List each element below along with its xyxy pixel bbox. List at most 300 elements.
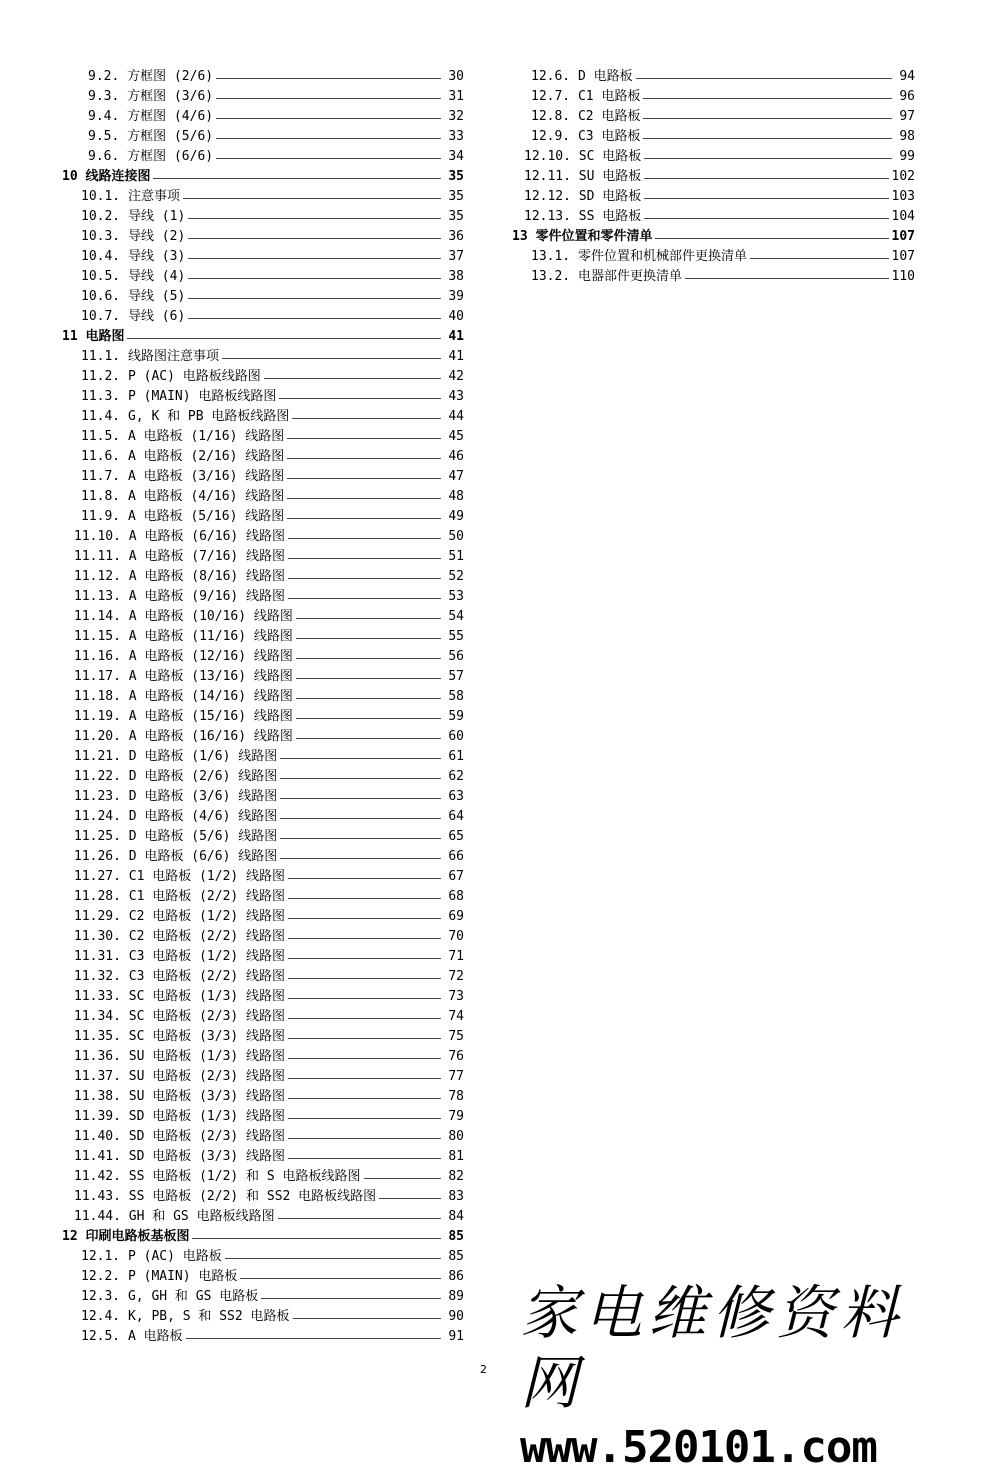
toc-entry-label: 11.32. C3 电路板 (2/2) 线路图 — [74, 969, 286, 984]
toc-entry-label: 11.38. SU 电路板 (3/3) 线路图 — [74, 1089, 286, 1104]
toc-entry-label: 11.23. D 电路板 (3/6) 线路图 — [74, 789, 278, 804]
toc-entry-page: 38 — [448, 269, 464, 284]
toc-entry[interactable] — [62, 147, 464, 167]
toc-entry-page: 98 — [899, 129, 915, 144]
toc-entry-page: 80 — [448, 1129, 464, 1144]
toc-entry[interactable] — [62, 647, 464, 667]
toc-entry[interactable] — [62, 307, 464, 327]
toc-entry-page: 59 — [448, 709, 464, 724]
toc-leader-line — [644, 218, 888, 219]
toc-entry-label: 12.11. SU 电路板 — [524, 169, 642, 184]
toc-entry-page: 90 — [448, 1309, 464, 1324]
toc-entry-label: 11.1. 线路图注意事项 — [81, 349, 219, 364]
toc-leader-line — [188, 278, 441, 279]
toc-leader-line — [288, 1078, 441, 1079]
toc-entry-label: 11.33. SC 电路板 (1/3) 线路图 — [74, 989, 286, 1004]
toc-entry[interactable] — [62, 567, 464, 587]
toc-leader-line — [296, 638, 441, 639]
toc-entry-page: 75 — [448, 1029, 464, 1044]
toc-leader-line — [188, 238, 441, 239]
toc-entry[interactable] — [62, 747, 464, 767]
toc-leader-line — [644, 178, 888, 179]
toc-entry-label: 11.2. P (AC) 电路板线路图 — [81, 369, 261, 384]
toc-entry-page: 61 — [448, 749, 464, 764]
toc-entry-label: 11.39. SD 电路板 (1/3) 线路图 — [74, 1109, 286, 1124]
toc-entry-page: 34 — [448, 149, 464, 164]
toc-entry-page: 91 — [448, 1329, 464, 1344]
toc-entry-label: 10.7. 导线 (6) — [81, 309, 186, 324]
toc-entry-label: 11.16. A 电路板 (12/16) 线路图 — [74, 649, 293, 664]
toc-entry-label: 9.5. 方框图 (5/6) — [88, 129, 214, 144]
toc-entry[interactable] — [62, 787, 464, 807]
toc-entry-page: 66 — [448, 849, 464, 864]
toc-entry-page: 44 — [448, 409, 464, 424]
toc-leader-line — [188, 218, 441, 219]
toc-leader-line — [292, 418, 441, 419]
toc-entry[interactable] — [62, 807, 464, 827]
toc-entry[interactable] — [62, 627, 464, 647]
toc-entry[interactable] — [62, 467, 464, 487]
toc-entry[interactable] — [512, 247, 915, 267]
toc-leader-line — [288, 978, 441, 979]
toc-entry-label: 11.25. D 电路板 (5/6) 线路图 — [74, 829, 278, 844]
toc-entry-label: 13 零件位置和零件清单 — [512, 229, 653, 244]
toc-entry-label: 10.2. 导线 (1) — [81, 209, 186, 224]
toc-entry-label: 11.31. C3 电路板 (1/2) 线路图 — [74, 949, 286, 964]
toc-leader-line — [287, 498, 441, 499]
toc-entry-page: 48 — [448, 489, 464, 504]
toc-leader-line — [188, 318, 441, 319]
toc-entry[interactable] — [62, 447, 464, 467]
toc-entry-page: 102 — [891, 169, 915, 184]
toc-entry-page: 70 — [448, 929, 464, 944]
toc-entry-label: 11.30. C2 电路板 (2/2) 线路图 — [74, 929, 286, 944]
toc-leader-line — [644, 198, 888, 199]
toc-leader-line — [188, 258, 441, 259]
toc-entry[interactable] — [62, 767, 464, 787]
toc-entry[interactable] — [62, 1067, 464, 1087]
toc-entry-page: 53 — [448, 589, 464, 604]
toc-entry[interactable] — [62, 947, 464, 967]
toc-entry[interactable] — [62, 827, 464, 847]
toc-leader-line — [655, 238, 888, 239]
toc-entry-label: 10.3. 导线 (2) — [81, 229, 186, 244]
toc-entry-page: 68 — [448, 889, 464, 904]
toc-left-column — [62, 67, 464, 1347]
toc-entry[interactable] — [62, 967, 464, 987]
toc-entry[interactable] — [62, 907, 464, 927]
toc-entry-page: 50 — [448, 529, 464, 544]
toc-leader-line — [288, 998, 441, 999]
toc-entry[interactable] — [62, 1187, 464, 1207]
toc-entry-label: 11.24. D 电路板 (4/6) 线路图 — [74, 809, 278, 824]
toc-entry-label: 11.15. A 电路板 (11/16) 线路图 — [74, 629, 293, 644]
toc-entry-label: 11.11. A 电路板 (7/16) 线路图 — [74, 549, 286, 564]
toc-entry[interactable] — [62, 207, 464, 227]
toc-entry-label: 11.44. GH 和 GS 电路板线路图 — [74, 1209, 275, 1224]
toc-entry-page: 33 — [448, 129, 464, 144]
toc-entry-label: 11 电路图 — [62, 329, 125, 344]
toc-entry-label: 12.10. SC 电路板 — [524, 149, 642, 164]
toc-leader-line — [636, 78, 892, 79]
toc-leader-line — [288, 1018, 441, 1019]
toc-entry[interactable] — [62, 427, 464, 447]
toc-leader-line — [643, 98, 892, 99]
toc-leader-line — [296, 718, 441, 719]
toc-entry-page: 32 — [448, 109, 464, 124]
toc-leader-line — [192, 1238, 441, 1239]
toc-leader-line — [216, 138, 441, 139]
toc-leader-line — [280, 798, 441, 799]
toc-entry-label: 11.12. A 电路板 (8/16) 线路图 — [74, 569, 286, 584]
toc-entry[interactable] — [62, 1007, 464, 1027]
toc-entry-page: 56 — [448, 649, 464, 664]
toc-entry-page: 107 — [891, 229, 915, 244]
toc-entry-page: 43 — [448, 389, 464, 404]
toc-entry[interactable] — [62, 247, 464, 267]
toc-entry-label: 12.8. C2 电路板 — [531, 109, 641, 124]
toc-entry[interactable] — [62, 187, 464, 207]
toc-leader-line — [288, 538, 441, 539]
toc-entry-label: 11.4. G, K 和 PB 电路板线路图 — [81, 409, 290, 424]
toc-entry-label: 12.7. C1 电路板 — [531, 89, 641, 104]
toc-entry-page: 54 — [448, 609, 464, 624]
toc-entry-page: 60 — [448, 729, 464, 744]
toc-entry-label: 11.7. A 电路板 (3/16) 线路图 — [81, 469, 285, 484]
toc-entry-page: 85 — [448, 1229, 464, 1244]
toc-entry-page: 107 — [891, 249, 915, 264]
toc-entry-label: 11.29. C2 电路板 (1/2) 线路图 — [74, 909, 286, 924]
toc-entry-label: 11.34. SC 电路板 (2/3) 线路图 — [74, 1009, 286, 1024]
toc-leader-line — [293, 1318, 441, 1319]
toc-leader-line — [288, 1158, 441, 1159]
toc-leader-line — [288, 938, 441, 939]
toc-leader-line — [750, 258, 889, 259]
toc-leader-line — [288, 1138, 441, 1139]
toc-entry-page: 96 — [899, 89, 915, 104]
toc-entry-page: 71 — [448, 949, 464, 964]
toc-leader-line — [296, 618, 441, 619]
toc-leader-line — [288, 1058, 441, 1059]
toc-entry[interactable] — [512, 147, 915, 167]
toc-entry-label: 12.5. A 电路板 — [81, 1329, 183, 1344]
toc-leader-line — [188, 298, 441, 299]
toc-entry[interactable] — [62, 487, 464, 507]
toc-leader-line — [288, 918, 441, 919]
toc-entry-label: 11.22. D 电路板 (2/6) 线路图 — [74, 769, 278, 784]
toc-leader-line — [288, 958, 441, 959]
toc-entry-label: 11.37. SU 电路板 (2/3) 线路图 — [74, 1069, 286, 1084]
toc-entry-page: 103 — [891, 189, 915, 204]
page-number: 2 — [480, 1363, 487, 1376]
toc-entry-page: 63 — [448, 789, 464, 804]
toc-entry[interactable] — [62, 1127, 464, 1147]
toc-entry-page: 84 — [448, 1209, 464, 1224]
toc-leader-line — [225, 1258, 441, 1259]
toc-entry-label: 10.6. 导线 (5) — [81, 289, 186, 304]
toc-entry-label: 11.36. SU 电路板 (1/3) 线路图 — [74, 1049, 286, 1064]
toc-entry[interactable] — [62, 1207, 464, 1227]
toc-entry-label: 12.6. D 电路板 — [531, 69, 633, 84]
toc-entry-page: 77 — [448, 1069, 464, 1084]
toc-leader-line — [216, 158, 441, 159]
toc-entry-page: 45 — [448, 429, 464, 444]
toc-entry-page: 86 — [448, 1269, 464, 1284]
toc-leader-line — [216, 118, 441, 119]
toc-entry-page: 39 — [448, 289, 464, 304]
toc-leader-line — [280, 858, 441, 859]
toc-leader-line — [287, 458, 441, 459]
watermark — [520, 1278, 960, 1474]
toc-entry-label: 11.14. A 电路板 (10/16) 线路图 — [74, 609, 293, 624]
toc-entry-label: 11.19. A 电路板 (15/16) 线路图 — [74, 709, 293, 724]
toc-entry-label: 11.5. A 电路板 (1/16) 线路图 — [81, 429, 285, 444]
toc-entry-page: 49 — [448, 509, 464, 524]
toc-entry[interactable] — [62, 987, 464, 1007]
toc-leader-line — [279, 398, 441, 399]
toc-entry[interactable] — [62, 287, 464, 307]
toc-entry[interactable] — [62, 1147, 464, 1167]
toc-leader-line — [288, 1098, 441, 1099]
toc-entry[interactable] — [512, 167, 915, 187]
toc-entry-label: 11.8. A 电路板 (4/16) 线路图 — [81, 489, 285, 504]
toc-entry-label: 11.35. SC 电路板 (3/3) 线路图 — [74, 1029, 286, 1044]
toc-entry-label: 11.3. P (MAIN) 电路板线路图 — [81, 389, 277, 404]
toc-entry-label: 11.20. A 电路板 (16/16) 线路图 — [74, 729, 293, 744]
toc-entry-label: 11.18. A 电路板 (14/16) 线路图 — [74, 689, 293, 704]
toc-entry[interactable] — [62, 1247, 464, 1267]
toc-entry[interactable] — [62, 267, 464, 287]
toc-entry[interactable] — [62, 1167, 464, 1187]
toc-entry-page: 65 — [448, 829, 464, 844]
toc-entry[interactable] — [62, 867, 464, 887]
toc-leader-line — [261, 1298, 441, 1299]
toc-entry-label: 12 印刷电路板基板图 — [62, 1229, 190, 1244]
toc-entry-label: 10.5. 导线 (4) — [81, 269, 186, 284]
toc-entry[interactable] — [62, 1327, 464, 1347]
toc-leader-line — [127, 338, 441, 339]
toc-entry[interactable] — [62, 347, 464, 367]
toc-entry-page: 85 — [448, 1249, 464, 1264]
toc-entry[interactable] — [512, 87, 915, 107]
toc-entry-label: 12.13. SS 电路板 — [524, 209, 642, 224]
toc-leader-line — [280, 818, 441, 819]
toc-entry[interactable] — [512, 267, 915, 287]
toc-entry-label: 10.4. 导线 (3) — [81, 249, 186, 264]
toc-entry-label: 12.4. K, PB, S 和 SS2 电路板 — [81, 1309, 290, 1324]
toc-entry-page: 46 — [448, 449, 464, 464]
toc-entry-label: 11.9. A 电路板 (5/16) 线路图 — [81, 509, 285, 524]
toc-entry[interactable] — [62, 227, 464, 247]
toc-leader-line — [288, 1118, 441, 1119]
toc-section-heading[interactable] — [62, 327, 464, 347]
toc-entry-page: 94 — [899, 69, 915, 84]
toc-entry-page: 89 — [448, 1289, 464, 1304]
toc-entry-label: 11.41. SD 电路板 (3/3) 线路图 — [74, 1149, 286, 1164]
toc-leader-line — [264, 378, 441, 379]
toc-entry-label: 13.1. 零件位置和机械部件更换清单 — [531, 249, 747, 264]
toc-entry[interactable] — [62, 667, 464, 687]
toc-entry-page: 72 — [448, 969, 464, 984]
toc-entry-label: 9.4. 方框图 (4/6) — [88, 109, 214, 124]
toc-leader-line — [379, 1198, 441, 1199]
toc-entry-page: 52 — [448, 569, 464, 584]
toc-entry-label: 10.1. 注意事项 — [81, 189, 180, 204]
toc-entry-page: 35 — [448, 209, 464, 224]
toc-entry[interactable] — [62, 587, 464, 607]
toc-leader-line — [183, 198, 441, 199]
toc-leader-line — [288, 1038, 441, 1039]
toc-entry-label: 11.10. A 电路板 (6/16) 线路图 — [74, 529, 286, 544]
toc-entry-label: 11.40. SD 电路板 (2/3) 线路图 — [74, 1129, 286, 1144]
toc-entry-page: 37 — [448, 249, 464, 264]
toc-entry[interactable] — [62, 707, 464, 727]
toc-leader-line — [280, 838, 441, 839]
toc-leader-line — [364, 1178, 441, 1179]
toc-section-heading[interactable] — [62, 1227, 464, 1247]
toc-leader-line — [287, 518, 441, 519]
toc-entry[interactable] — [62, 367, 464, 387]
toc-entry-page: 82 — [448, 1169, 464, 1184]
toc-entry-page: 30 — [448, 69, 464, 84]
toc-entry-page: 76 — [448, 1049, 464, 1064]
toc-entry-page: 41 — [448, 349, 464, 364]
toc-entry-label: 10 线路连接图 — [62, 169, 151, 184]
toc-entry-label: 11.27. C1 电路板 (1/2) 线路图 — [74, 869, 286, 884]
toc-entry-label: 11.21. D 电路板 (1/6) 线路图 — [74, 749, 278, 764]
toc-entry[interactable] — [512, 187, 915, 207]
toc-entry[interactable] — [512, 67, 915, 87]
toc-entry-label: 11.43. SS 电路板 (2/2) 和 SS2 电路板线路图 — [74, 1189, 377, 1204]
toc-leader-line — [643, 118, 892, 119]
toc-entry-label: 9.2. 方框图 (2/6) — [88, 69, 214, 84]
toc-leader-line — [643, 138, 892, 139]
toc-entry-page: 97 — [899, 109, 915, 124]
toc-leader-line — [296, 658, 441, 659]
toc-leader-line — [216, 78, 441, 79]
toc-entry[interactable] — [62, 507, 464, 527]
watermark-url: www.520101.com — [520, 1422, 877, 1473]
toc-entry-label: 11.28. C1 电路板 (2/2) 线路图 — [74, 889, 286, 904]
toc-entry[interactable] — [62, 107, 464, 127]
toc-entry[interactable] — [62, 1047, 464, 1067]
toc-entry-page: 55 — [448, 629, 464, 644]
toc-leader-line — [280, 778, 441, 779]
toc-entry[interactable] — [62, 927, 464, 947]
toc-entry-page: 110 — [891, 269, 915, 284]
toc-entry-page: 67 — [448, 869, 464, 884]
toc-entry[interactable] — [62, 887, 464, 907]
toc-entry[interactable] — [512, 207, 915, 227]
toc-section-heading[interactable] — [62, 167, 464, 187]
toc-entry[interactable] — [512, 107, 915, 127]
toc-entry-label: 12.2. P (MAIN) 电路板 — [81, 1269, 238, 1284]
toc-entry-page: 41 — [448, 329, 464, 344]
toc-leader-line — [280, 758, 441, 759]
toc-section-heading[interactable] — [512, 227, 915, 247]
toc-entry-label: 11.17. A 电路板 (13/16) 线路图 — [74, 669, 293, 684]
toc-entry[interactable] — [62, 527, 464, 547]
toc-entry-page: 31 — [448, 89, 464, 104]
toc-leader-line — [685, 278, 889, 279]
toc-leader-line — [153, 178, 441, 179]
toc-entry-label: 13.2. 电器部件更换清单 — [531, 269, 682, 284]
toc-entry-label: 11.26. D 电路板 (6/6) 线路图 — [74, 849, 278, 864]
toc-entry-label: 11.6. A 电路板 (2/16) 线路图 — [81, 449, 285, 464]
toc-entry-page: 62 — [448, 769, 464, 784]
toc-entry[interactable] — [62, 1087, 464, 1107]
toc-leader-line — [288, 598, 441, 599]
toc-entry[interactable] — [62, 1027, 464, 1047]
toc-entry[interactable] — [62, 1107, 464, 1127]
toc-leader-line — [288, 578, 441, 579]
toc-entry[interactable] — [62, 607, 464, 627]
toc-entry[interactable] — [62, 387, 464, 407]
toc-entry-page: 57 — [448, 669, 464, 684]
toc-leader-line — [240, 1278, 441, 1279]
toc-entry-label: 12.12. SD 电路板 — [524, 189, 642, 204]
toc-entry[interactable] — [62, 547, 464, 567]
toc-leader-line — [222, 358, 441, 359]
toc-entry[interactable] — [62, 1287, 464, 1307]
toc-leader-line — [296, 698, 441, 699]
toc-entry-page: 35 — [448, 189, 464, 204]
toc-entry-page: 35 — [448, 169, 464, 184]
toc-entry-page: 40 — [448, 309, 464, 324]
toc-entry-page: 51 — [448, 549, 464, 564]
toc-entry-page: 79 — [448, 1109, 464, 1124]
toc-entry[interactable] — [62, 87, 464, 107]
toc-entry-page: 81 — [448, 1149, 464, 1164]
toc-entry-label: 9.6. 方框图 (6/6) — [88, 149, 214, 164]
toc-entry[interactable] — [62, 727, 464, 747]
toc-entry-page: 69 — [448, 909, 464, 924]
toc-entry-page: 42 — [448, 369, 464, 384]
toc-entry-label: 12.9. C3 电路板 — [531, 129, 641, 144]
toc-entry-page: 104 — [891, 209, 915, 224]
toc-entry-page: 36 — [448, 229, 464, 244]
toc-entry-page: 83 — [448, 1189, 464, 1204]
toc-leader-line — [216, 98, 441, 99]
toc-entry[interactable] — [62, 1267, 464, 1287]
toc-entry-label: 11.42. SS 电路板 (1/2) 和 S 电路板线路图 — [74, 1169, 361, 1184]
toc-leader-line — [287, 438, 441, 439]
toc-entry[interactable] — [62, 407, 464, 427]
toc-entry[interactable] — [62, 127, 464, 147]
toc-entry[interactable] — [62, 847, 464, 867]
toc-entry[interactable] — [512, 127, 915, 147]
toc-entry-page: 73 — [448, 989, 464, 1004]
toc-entry-page: 47 — [448, 469, 464, 484]
toc-entry-label: 12.1. P (AC) 电路板 — [81, 1249, 222, 1264]
toc-entry[interactable] — [62, 1307, 464, 1327]
toc-leader-line — [186, 1338, 441, 1339]
toc-right-column — [512, 67, 915, 287]
toc-leader-line — [287, 478, 441, 479]
toc-leader-line — [278, 1218, 441, 1219]
watermark-chinese-text: 家电维修资料网 — [520, 1279, 905, 1417]
toc-leader-line — [288, 898, 441, 899]
toc-leader-line — [296, 738, 441, 739]
toc-entry[interactable] — [62, 67, 464, 87]
toc-leader-line — [644, 158, 892, 159]
toc-entry[interactable] — [62, 687, 464, 707]
toc-leader-line — [288, 878, 441, 879]
toc-entry-label: 9.3. 方框图 (3/6) — [88, 89, 214, 104]
toc-entry-page: 74 — [448, 1009, 464, 1024]
toc-leader-line — [288, 558, 441, 559]
toc-entry-page: 64 — [448, 809, 464, 824]
